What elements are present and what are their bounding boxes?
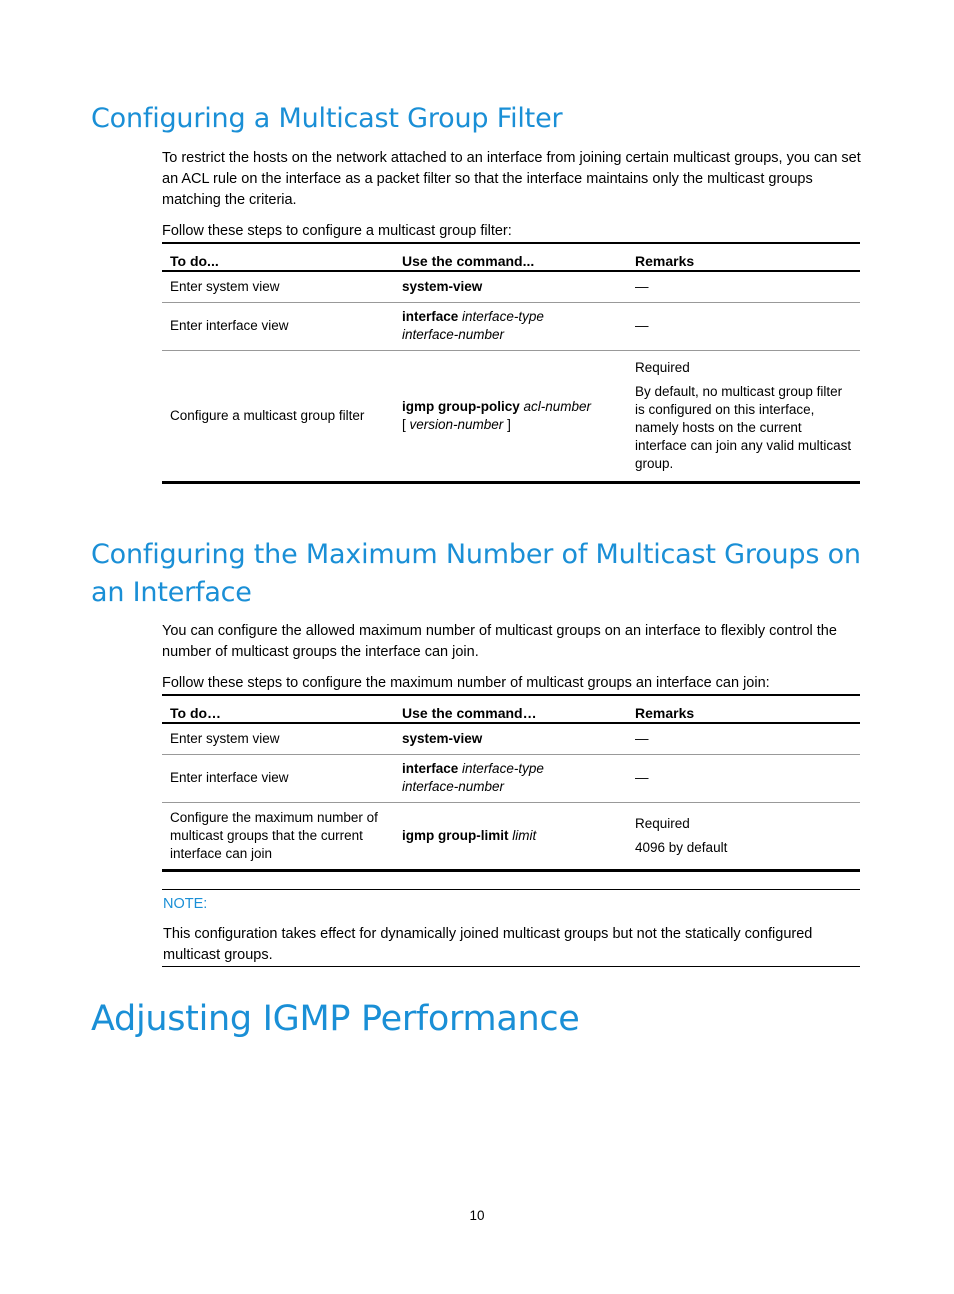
table-row [162,302,860,350]
steps-intro: Follow these steps to configure a multicast group filter: [162,223,512,239]
command-argument: limit [512,827,537,843]
table-row [162,350,860,482]
remark-cell [627,802,860,870]
column-header-todo: To do… [162,695,394,723]
table-row [162,271,860,302]
remark-cell: — [627,754,860,802]
command-keyword: interface [402,761,459,776]
remark-cell [627,350,860,482]
todo-cell: Enter system view [162,271,394,302]
column-header-command: Use the command… [394,695,627,723]
command-keyword: interface [402,309,459,324]
table-row [162,723,860,754]
remark-cell: — [627,302,860,350]
command-argument: interface-type [462,761,544,776]
remark-detail: By default, no multicast group filter is configured on this interface, namely hosts on the current interface can join any valid multicast group. [635,383,852,471]
chapter-title: Adjusting IGMP Performance [91,999,580,1039]
todo-cell: Configure the maximum number of multicast groups that the current interface can join [162,802,394,870]
command-argument: interface-number [402,327,505,342]
column-header-remarks: Remarks [627,695,860,723]
column-header-command: Use the command... [394,243,627,271]
note-box [162,889,860,967]
steps-intro: Follow these steps to configure the maximum number of multicast groups an interface can join: [162,675,770,691]
remark-detail: 4096 by default [635,839,728,855]
optional-bracket: [ [402,416,410,432]
intro-paragraph: To restrict the hosts on the network attached to an interface from joining certain multicast groups, you can set an ACL rule on the interface as a packet filter so that the interface maintains only the multicast groups matching the criteria. [162,150,861,208]
table-row [162,802,860,870]
todo-cell: Enter interface view [162,302,394,350]
todo-cell: Configure a multicast group filter [162,350,394,482]
command-cell [394,754,627,802]
remark-required: Required [635,815,690,831]
command-keyword: system-view [402,730,483,746]
section-title-max-groups: Configuring the Maximum Number of Multicast Groups on an Interface [91,539,861,608]
table-header-row [162,243,860,271]
command-cell [394,802,627,870]
command-keyword: system-view [402,278,483,294]
group-filter-command-table [162,242,860,484]
table-header-row [162,695,860,723]
optional-bracket: ] [503,416,511,432]
section-title-group-filter: Configuring a Multicast Group Filter [91,103,563,134]
command-argument: interface-type [462,309,544,324]
command-cell [394,271,627,302]
note-label: NOTE: [163,896,208,912]
note-text: This configuration takes effect for dynamically joined multicast groups but not the statically configured multicast groups. [163,926,813,963]
command-cell [394,302,627,350]
todo-cell: Enter system view [162,723,394,754]
command-argument: acl-number [523,398,592,414]
command-argument: version-number [409,416,504,432]
todo-cell: Enter interface view [162,754,394,802]
remark-required: Required [635,359,690,375]
table-row [162,754,860,802]
group-limit-command-table [162,694,860,872]
remark-cell: — [627,271,860,302]
command-cell [394,723,627,754]
remark-cell: — [627,723,860,754]
page-number: 10 [469,1208,485,1223]
command-keyword: igmp group-policy [402,398,520,414]
intro-paragraph: You can configure the allowed maximum number of multicast groups on an interface to flexibly control the number of multicast groups the interface can join. [162,623,837,660]
column-header-todo: To do... [162,243,394,271]
column-header-remarks: Remarks [627,243,860,271]
command-keyword: igmp group-limit [402,827,509,843]
command-argument: interface-number [402,779,505,794]
command-cell [394,350,627,482]
